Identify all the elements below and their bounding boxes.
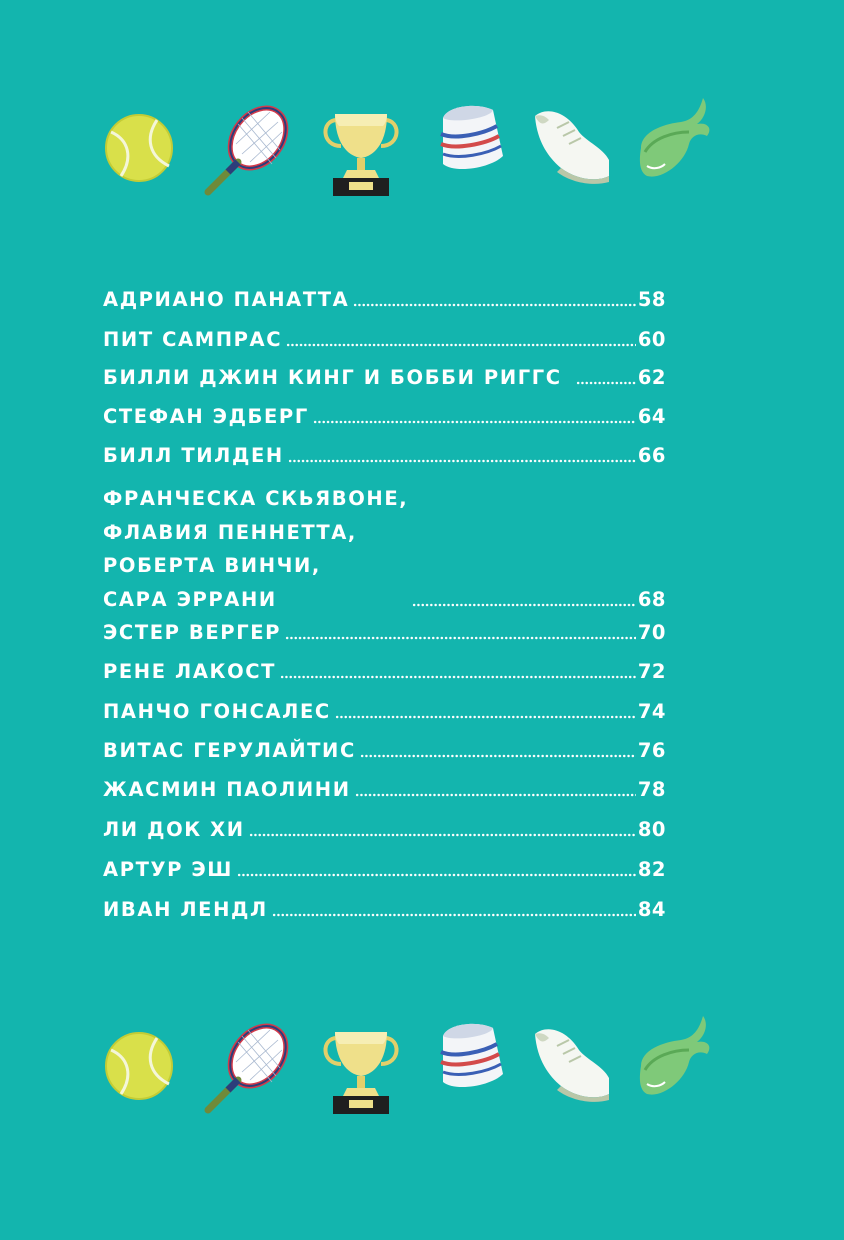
toc-page-number: 80 bbox=[637, 818, 666, 841]
toc-page-number: 74 bbox=[637, 700, 666, 723]
toc-page-number: 84 bbox=[637, 898, 666, 921]
toc-leader-dots bbox=[286, 342, 636, 348]
toc-leader-dots bbox=[335, 714, 636, 720]
toc-page-number: 64 bbox=[637, 405, 666, 428]
toc-entry[interactable] bbox=[103, 323, 666, 356]
trophy-icon bbox=[317, 1024, 405, 1116]
toc-entry-title: БИЛЛ ТИЛДЕН bbox=[103, 444, 284, 467]
toc-leader-dots bbox=[412, 602, 636, 608]
toc-entry-title: ЛИ ДОК ХИ bbox=[103, 818, 245, 841]
toc-page-number: 78 bbox=[637, 778, 666, 801]
toc-entry[interactable] bbox=[103, 734, 666, 767]
tennis-racket-icon bbox=[198, 1022, 290, 1114]
toc-entry-title: ЖАСМИН ПАОЛИНИ bbox=[103, 778, 351, 801]
toc-entry-title: ИВАН ЛЕНДЛ bbox=[103, 898, 268, 921]
sneaker-icon bbox=[527, 102, 617, 186]
toc-entry[interactable] bbox=[103, 695, 666, 728]
toc-leader-dots bbox=[280, 674, 636, 680]
toc-page-number: 68 bbox=[637, 588, 666, 611]
toc-entry-title: ФРАНЧЕСКА СКЬЯВОНЕ, ФЛАВИЯ ПЕННЕТТА, РОБЕРТА ВИНЧИ, САРА ЭРРАНИ bbox=[103, 487, 409, 611]
toc-leader-dots bbox=[355, 792, 636, 798]
toc-entry[interactable] bbox=[103, 655, 666, 688]
icon-row-top bbox=[95, 92, 725, 202]
toc-entry[interactable] bbox=[103, 400, 666, 433]
tennis-ball-icon bbox=[105, 1032, 173, 1100]
toc-leader-dots bbox=[288, 458, 636, 464]
toc-entry-title: БИЛЛИ ДЖИН КИНГ И БОББИ РИГГС bbox=[103, 366, 562, 389]
toc-page-number: 58 bbox=[637, 288, 666, 311]
headband-icon bbox=[633, 1010, 713, 1102]
toc-page-number: 72 bbox=[637, 660, 666, 683]
toc-entry[interactable] bbox=[103, 853, 666, 886]
toc-leader-dots bbox=[353, 302, 635, 308]
toc-entry-title: РЕНЕ ЛАКОСТ bbox=[103, 660, 277, 683]
toc-entry[interactable] bbox=[103, 283, 666, 316]
toc-entry-title: ЭСТЕР ВЕРГЕР bbox=[103, 621, 282, 644]
wristband-icon bbox=[433, 1018, 509, 1096]
toc-page-number: 76 bbox=[637, 739, 666, 762]
toc-entry-title: ВИТАС ГЕРУЛАЙТИС bbox=[103, 739, 356, 762]
toc-leader-dots bbox=[313, 419, 636, 425]
headband-icon bbox=[633, 92, 713, 184]
toc-entry[interactable] bbox=[103, 482, 666, 616]
toc-entry[interactable] bbox=[103, 616, 666, 649]
toc-leader-dots bbox=[360, 753, 636, 759]
toc-entry-title: ПИТ САМПРАС bbox=[103, 328, 283, 351]
wristband-icon bbox=[433, 100, 509, 178]
toc-entry[interactable] bbox=[103, 439, 666, 472]
tennis-ball-icon bbox=[105, 114, 173, 182]
toc-leader-dots bbox=[237, 872, 636, 878]
toc-entry-title: АРТУР ЭШ bbox=[103, 858, 233, 881]
toc-entry-title: ПАНЧО ГОНСАЛЕС bbox=[103, 700, 331, 723]
toc-leader-dots bbox=[249, 832, 636, 838]
sneaker-icon bbox=[527, 1020, 617, 1104]
toc-entry[interactable] bbox=[103, 813, 666, 846]
toc-entry[interactable] bbox=[103, 893, 666, 926]
icon-row-bottom bbox=[95, 1010, 725, 1120]
toc-leader-dots bbox=[272, 912, 636, 918]
toc-entry[interactable] bbox=[103, 361, 666, 394]
toc-page-number: 82 bbox=[637, 858, 666, 881]
toc-page-number: 66 bbox=[637, 444, 666, 467]
trophy-icon bbox=[317, 106, 405, 198]
toc-entry[interactable] bbox=[103, 773, 666, 806]
toc-entry-title: СТЕФАН ЭДБЕРГ bbox=[103, 405, 309, 428]
tennis-racket-icon bbox=[198, 104, 290, 196]
toc-page-number: 70 bbox=[637, 621, 666, 644]
toc-leader-dots bbox=[576, 380, 636, 386]
toc-page-number: 60 bbox=[637, 328, 666, 351]
toc-leader-dots bbox=[285, 635, 636, 641]
toc-entry-title: АДРИАНО ПАНАТТА bbox=[103, 288, 350, 311]
toc-page-number: 62 bbox=[637, 366, 666, 389]
